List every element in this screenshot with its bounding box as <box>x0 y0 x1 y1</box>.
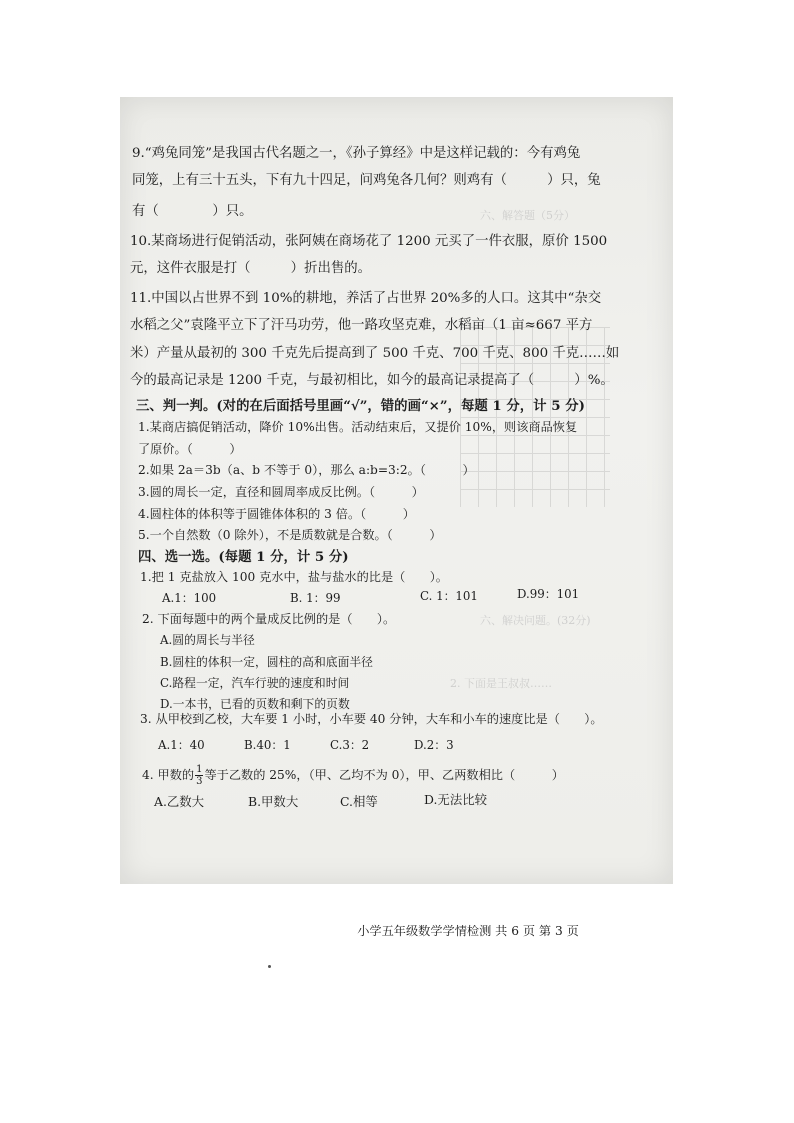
judge-2: 2.如果 2a＝3b（a、b 不等于 0），那么 a:b=3:2。（ ） <box>138 463 475 477</box>
choice-4-option-c: C.相等 <box>340 794 378 809</box>
choice-1-option-a: A.1：100 <box>162 591 217 605</box>
judge-4: 4.圆柱体的体积等于圆锥体体积的 3 倍。（ ） <box>138 507 415 521</box>
choice-3-option-c: C.3：2 <box>330 738 370 752</box>
choice-2-option-b: B.圆柱的体积一定，圆柱的高和底面半径 <box>160 655 373 669</box>
pen-mark <box>268 965 271 968</box>
choice-4-option-a: A.乙数大 <box>154 794 205 809</box>
q9-line1: 9.“鸡兔同笼”是我国古代名题之一，《孙子算经》中是这样记载的：今有鸡兔 <box>132 146 581 161</box>
choice-3: 3. 从甲校到乙校，大车要 1 小时，小车要 40 分钟，大车和小车的速度比是（ ）。 <box>140 712 603 726</box>
bleed-through-text: 2. 下面是王叔叔…… <box>450 677 552 690</box>
fraction-one-third <box>195 764 203 787</box>
choice-4 <box>142 761 564 789</box>
q9-line3: 有（ ）只。 <box>132 204 253 219</box>
choice-4-option-b: B.甲数大 <box>248 794 299 809</box>
choice-4-option-d: D.无法比较 <box>424 792 487 807</box>
bleed-through-text: 六、解决问题。(32分) <box>480 614 591 627</box>
choice-2-option-a: A.圆的周长与半径 <box>160 633 255 647</box>
judge-3: 3.圆的周长一定，直径和圆周率成反比例。（ ） <box>138 485 424 499</box>
choice-3-option-d: D.2：3 <box>414 738 454 752</box>
fraction-denominator: 3 <box>196 776 203 787</box>
q11-line1: 11.中国以占世界不到 10%的耕地，养活了占世界 20%多的人口。这其中“杂交 <box>130 291 602 306</box>
choice-1-option-b: B. 1：99 <box>290 591 341 605</box>
choice-4-suffix: 等于乙数的 25%，（甲、乙均不为 0），甲、乙两数相比（ ） <box>204 768 564 782</box>
q11-line3: 米）产量从最初的 300 千克先后提高到了 500 千克、700 千克、800 千克……如 <box>130 346 620 361</box>
judge-1-line1: 1.某商店搞促销活动，降价 10%出售。活动结束后，又提价 10%，则该商品恢复 <box>138 420 578 434</box>
choice-2-option-d: D.一本书，已看的页数和剩下的页数 <box>160 697 350 711</box>
bleed-through-text: 六、解答题（5分） <box>480 209 575 222</box>
choice-3-option-b: B.40：1 <box>244 738 291 752</box>
page-footer: 小学五年级数学学情检测 共 6 页 第 3 页 <box>357 924 579 938</box>
q10-line2: 元，这件衣服是打（ ）折出售的。 <box>130 261 372 276</box>
choice-1: 1.把 1 克盐放入 100 克水中，盐与盐水的比是（ ）。 <box>140 570 448 584</box>
choice-1-option-d: D.99：101 <box>517 587 580 601</box>
judge-5: 5.一个自然数（0 除外），不是质数就是合数。（ ） <box>138 528 442 542</box>
section-3-heading: 三、判一判。(对的在后面括号里画“√”，错的画“×”，每题 1 分，计 5 分) <box>136 398 585 414</box>
choice-1-option-c: C. 1：101 <box>420 589 478 603</box>
q9-line2: 同笼，上有三十五头，下有九十四足，问鸡兔各几何？则鸡有（ ）只，兔 <box>132 173 601 188</box>
q11-line4: 今的最高记录是 1200 千克，与最初相比，如今的最高记录提高了（ ）%。 <box>130 373 614 388</box>
scanned-page <box>120 97 673 938</box>
q10-line1: 10.某商场进行促销活动，张阿姨在商场花了 1200 元买了一件衣服，原价 1500 <box>130 234 608 249</box>
judge-1-line2: 了原价。（ ） <box>138 442 242 456</box>
section-4-heading: 四、选一选。(每题 1 分，计 5 分) <box>138 549 349 565</box>
choice-3-option-a: A.1：40 <box>158 738 205 752</box>
q11-line2: 水稻之父”袁隆平立下了汗马功劳，他一路攻坚克难，水稻亩（1 亩≈667 平方 <box>130 318 593 333</box>
choice-2-option-c: C.路程一定，汽车行驶的速度和时间 <box>160 676 350 690</box>
fraction-numerator: 1 <box>196 764 203 775</box>
choice-2: 2. 下面每题中的两个量成反比例的是（ ）。 <box>142 612 396 626</box>
choice-4-prefix: 4. 甲数的 <box>142 768 195 782</box>
